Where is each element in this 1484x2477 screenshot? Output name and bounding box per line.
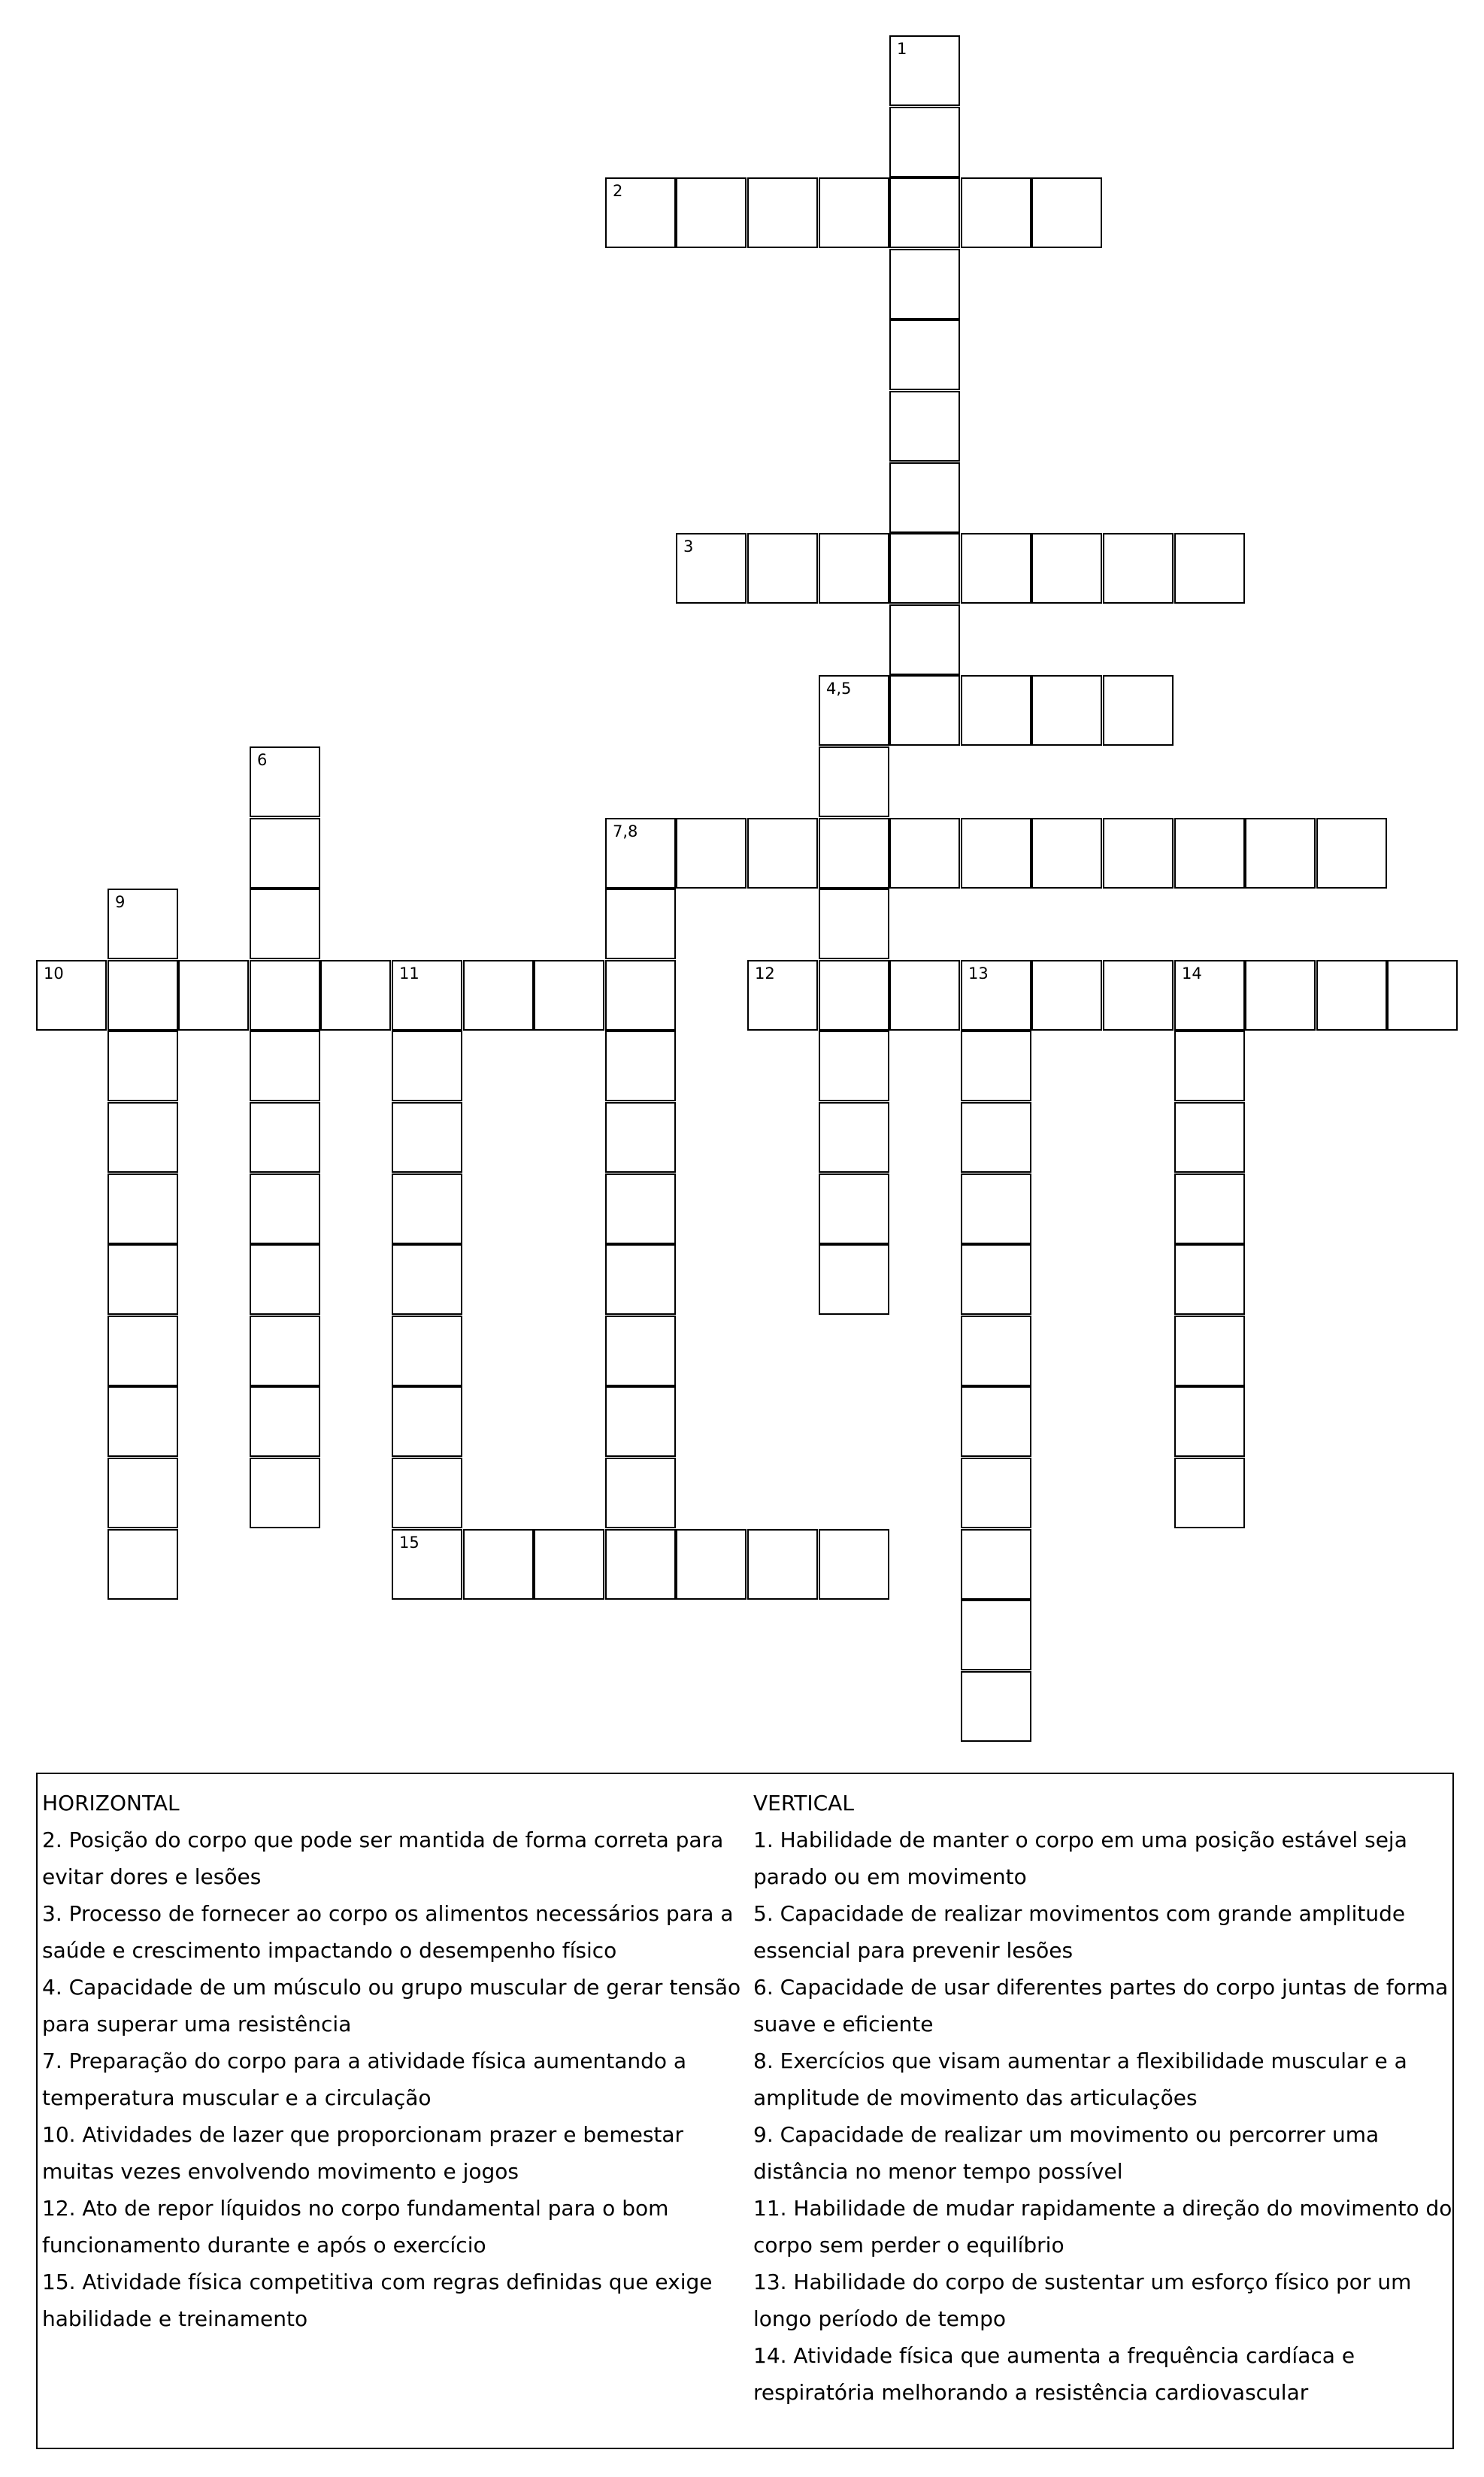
clues-box: [36, 1773, 1454, 2449]
grid-cell[interactable]: [250, 1173, 320, 1244]
grid-cell[interactable]: [605, 818, 676, 889]
grid-cell[interactable]: [889, 960, 960, 1031]
horizontal-clue-4: 4. Capacidade de um músculo ou grupo muscular de gerar tensão para superar uma resistência: [42, 1975, 741, 2036]
grid-cell[interactable]: [605, 1102, 676, 1173]
grid-cell[interactable]: [1103, 675, 1174, 746]
grid-cell[interactable]: [819, 746, 889, 817]
grid-cell[interactable]: [605, 1316, 676, 1386]
grid-cell[interactable]: [819, 533, 889, 604]
grid-cell[interactable]: [605, 1529, 676, 1600]
grid-cell[interactable]: [1174, 1102, 1245, 1173]
grid-cell[interactable]: [961, 675, 1031, 746]
grid-cell[interactable]: [889, 391, 960, 462]
horizontal-clue-7: 7. Preparação do corpo para a atividade física aumentando a temperatura muscular e a circulação: [42, 2049, 687, 2110]
grid-cell[interactable]: [320, 960, 391, 1031]
horizontal-clue-15: 15. Atividade física competitiva com regras definidas que exige habilidade e treinamento: [42, 2270, 713, 2331]
horizontal-clue-10: 10. Atividades de lazer que proporcionam prazer e bemestar muitas vezes envolvendo movimento e jogos: [42, 2122, 684, 2184]
grid-cell[interactable]: [1031, 675, 1102, 746]
grid-cell[interactable]: [1174, 533, 1245, 604]
grid-cell[interactable]: [250, 960, 320, 1031]
vertical-clues-column: [753, 1785, 1452, 2411]
grid-cell[interactable]: [819, 1529, 889, 1600]
horizontal-clues-column: [42, 1785, 741, 2337]
grid-cell[interactable]: [392, 1529, 462, 1600]
grid-cell[interactable]: [889, 249, 960, 319]
clue-number: 7,8: [613, 822, 638, 840]
clue-number: 1: [897, 40, 907, 58]
clue-number: 10: [44, 964, 64, 983]
grid-cell[interactable]: [392, 1458, 462, 1528]
grid-cell[interactable]: [819, 177, 889, 248]
grid-cell[interactable]: [961, 1529, 1031, 1600]
horizontal-heading: HORIZONTAL: [42, 1791, 180, 1815]
grid-cell[interactable]: [889, 107, 960, 177]
grid-cell[interactable]: [747, 177, 818, 248]
grid-cell[interactable]: [392, 1102, 462, 1173]
clue-number: 4,5: [826, 680, 852, 698]
grid-cell[interactable]: [250, 1386, 320, 1457]
grid-cell[interactable]: [819, 675, 889, 746]
grid-cell[interactable]: [1031, 960, 1102, 1031]
horizontal-clue-12: 12. Ato de repor líquidos no corpo fundamental para o bom funcionamento durante e após o exercício: [42, 2196, 669, 2257]
grid-cell[interactable]: [250, 1102, 320, 1173]
grid-cell[interactable]: [108, 1031, 178, 1101]
grid-cell[interactable]: [392, 1316, 462, 1386]
clue-number: 15: [399, 1534, 419, 1552]
grid-cell[interactable]: [605, 1031, 676, 1101]
grid-cell[interactable]: [676, 533, 747, 604]
grid-cell[interactable]: [961, 960, 1031, 1031]
clue-number: 11: [399, 964, 419, 983]
grid-cell[interactable]: [1174, 1031, 1245, 1101]
grid-cell[interactable]: [605, 889, 676, 959]
grid-cell[interactable]: [889, 319, 960, 390]
grid-cell[interactable]: [961, 1244, 1031, 1315]
vertical-clue-6: 6. Capacidade de usar diferentes partes do corpo juntas de forma suave e eficiente: [753, 1975, 1449, 2036]
grid-cell[interactable]: [1174, 1244, 1245, 1315]
vertical-clue-13: 13. Habilidade do corpo de sustentar um esforço físico por um longo período de tempo: [753, 2270, 1412, 2331]
grid-cell[interactable]: [250, 1031, 320, 1101]
grid-cell[interactable]: [747, 960, 818, 1031]
grid-cell[interactable]: [250, 746, 320, 817]
grid-cell[interactable]: [605, 1173, 676, 1244]
grid-cell[interactable]: [108, 1386, 178, 1457]
grid-cell[interactable]: [108, 960, 178, 1031]
grid-cell[interactable]: [961, 1458, 1031, 1528]
grid-cell[interactable]: [1031, 818, 1102, 889]
grid-cell[interactable]: [819, 1102, 889, 1173]
grid-cell[interactable]: [889, 533, 960, 604]
horizontal-clue-2: 2. Posição do corpo que pode ser mantida de forma correta para evitar dores e lesões: [42, 1827, 724, 1889]
grid-cell[interactable]: [676, 818, 747, 889]
grid-cell[interactable]: [1103, 960, 1174, 1031]
grid-cell[interactable]: [961, 1671, 1031, 1742]
grid-cell[interactable]: [889, 818, 960, 889]
grid-cell[interactable]: [534, 1529, 604, 1600]
grid-cell[interactable]: [889, 462, 960, 533]
grid-cell[interactable]: [1174, 1386, 1245, 1457]
grid-cell[interactable]: [747, 1529, 818, 1600]
grid-cell[interactable]: [819, 889, 889, 959]
grid-cell[interactable]: [392, 960, 462, 1031]
grid-cell[interactable]: [250, 1244, 320, 1315]
vertical-clue-5: 5. Capacidade de realizar movimentos com grande amplitude essencial para prevenir lesões: [753, 1901, 1406, 1963]
clue-number: 3: [683, 537, 694, 556]
grid-cell[interactable]: [1174, 960, 1245, 1031]
clue-number: 12: [755, 964, 775, 983]
grid-cell[interactable]: [534, 960, 604, 1031]
grid-cell[interactable]: [392, 1386, 462, 1457]
grid-cell[interactable]: [961, 1386, 1031, 1457]
grid-cell[interactable]: [819, 1031, 889, 1101]
grid-cell[interactable]: [1316, 818, 1387, 889]
grid-cell[interactable]: [392, 1244, 462, 1315]
grid-cell[interactable]: [819, 1244, 889, 1315]
grid-cell[interactable]: [1316, 960, 1387, 1031]
vertical-clue-9: 9. Capacidade de realizar um movimento ou percorrer uma distância no menor tempo possível: [753, 2122, 1380, 2184]
grid-cell[interactable]: [1174, 1173, 1245, 1244]
grid-cell[interactable]: [1245, 960, 1316, 1031]
grid-cell[interactable]: [889, 675, 960, 746]
grid-cell[interactable]: [1103, 533, 1174, 604]
grid-cell[interactable]: [676, 177, 747, 248]
grid-cell[interactable]: [961, 1600, 1031, 1670]
grid-cell[interactable]: [676, 1529, 747, 1600]
grid-cell[interactable]: [889, 35, 960, 106]
grid-cell[interactable]: [605, 1386, 676, 1457]
vertical-clue-11: 11. Habilidade de mudar rapidamente a direção do movimento do corpo sem perder o equilíbrio: [753, 2196, 1452, 2257]
grid-cell[interactable]: [747, 818, 818, 889]
grid-cell[interactable]: [250, 1458, 320, 1528]
grid-cell[interactable]: [961, 818, 1031, 889]
grid-cell[interactable]: [1103, 818, 1174, 889]
grid-cell[interactable]: [250, 889, 320, 959]
grid-cell[interactable]: [1174, 818, 1245, 889]
vertical-clue-14: 14. Atividade física que aumenta a frequência cardíaca e respiratória melhorando a resistência cardiovascular: [753, 2343, 1355, 2405]
clue-number: 13: [968, 964, 989, 983]
grid-cell[interactable]: [961, 1173, 1031, 1244]
grid-cell[interactable]: [605, 960, 676, 1031]
grid-cell[interactable]: [819, 818, 889, 889]
grid-cell[interactable]: [1031, 177, 1102, 248]
grid-cell[interactable]: [961, 1031, 1031, 1101]
grid-cell[interactable]: [889, 604, 960, 675]
grid-cell[interactable]: [108, 1529, 178, 1600]
grid-cell[interactable]: [250, 1316, 320, 1386]
grid-cell[interactable]: [392, 1031, 462, 1101]
grid-cell[interactable]: [961, 1316, 1031, 1386]
grid-cell[interactable]: [108, 889, 178, 959]
grid-cell[interactable]: [178, 960, 249, 1031]
vertical-clue-1: 1. Habilidade de manter o corpo em uma posição estável seja parado ou em movimento: [753, 1827, 1407, 1889]
grid-cell[interactable]: [961, 533, 1031, 604]
clue-number: 9: [115, 893, 126, 911]
grid-cell[interactable]: [108, 1173, 178, 1244]
grid-cell[interactable]: [605, 1244, 676, 1315]
grid-cell[interactable]: [108, 1458, 178, 1528]
grid-cell[interactable]: [1174, 1458, 1245, 1528]
grid-cell[interactable]: [108, 1316, 178, 1386]
clue-number: 2: [613, 182, 623, 200]
clue-number: 14: [1182, 964, 1202, 983]
grid-cell[interactable]: [392, 1173, 462, 1244]
grid-cell[interactable]: [463, 1529, 534, 1600]
grid-cell[interactable]: [605, 1458, 676, 1528]
grid-cell[interactable]: [1245, 818, 1316, 889]
grid-cell[interactable]: [1031, 533, 1102, 604]
grid-cell[interactable]: [36, 960, 107, 1031]
grid-cell[interactable]: [605, 177, 676, 248]
grid-cell[interactable]: [108, 1244, 178, 1315]
grid-cell[interactable]: [1174, 1316, 1245, 1386]
grid-cell[interactable]: [961, 177, 1031, 248]
grid-cell[interactable]: [961, 1102, 1031, 1173]
grid-cell[interactable]: [250, 818, 320, 889]
grid-cell[interactable]: [747, 533, 818, 604]
grid-cell[interactable]: [108, 1102, 178, 1173]
grid-cell[interactable]: [819, 1173, 889, 1244]
clue-number: 6: [257, 751, 268, 769]
grid-cell[interactable]: [889, 177, 960, 248]
grid-cell[interactable]: [819, 960, 889, 1031]
vertical-clue-8: 8. Exercícios que visam aumentar a flexibilidade muscular e a amplitude de movimento das articulações: [753, 2049, 1407, 2110]
horizontal-clue-3: 3. Processo de fornecer ao corpo os alimentos necessários para a saúde e crescimento impactando o desempenho físico: [42, 1901, 734, 1963]
vertical-heading: VERTICAL: [753, 1791, 854, 1815]
grid-cell[interactable]: [463, 960, 534, 1031]
grid-cell[interactable]: [1387, 960, 1458, 1031]
